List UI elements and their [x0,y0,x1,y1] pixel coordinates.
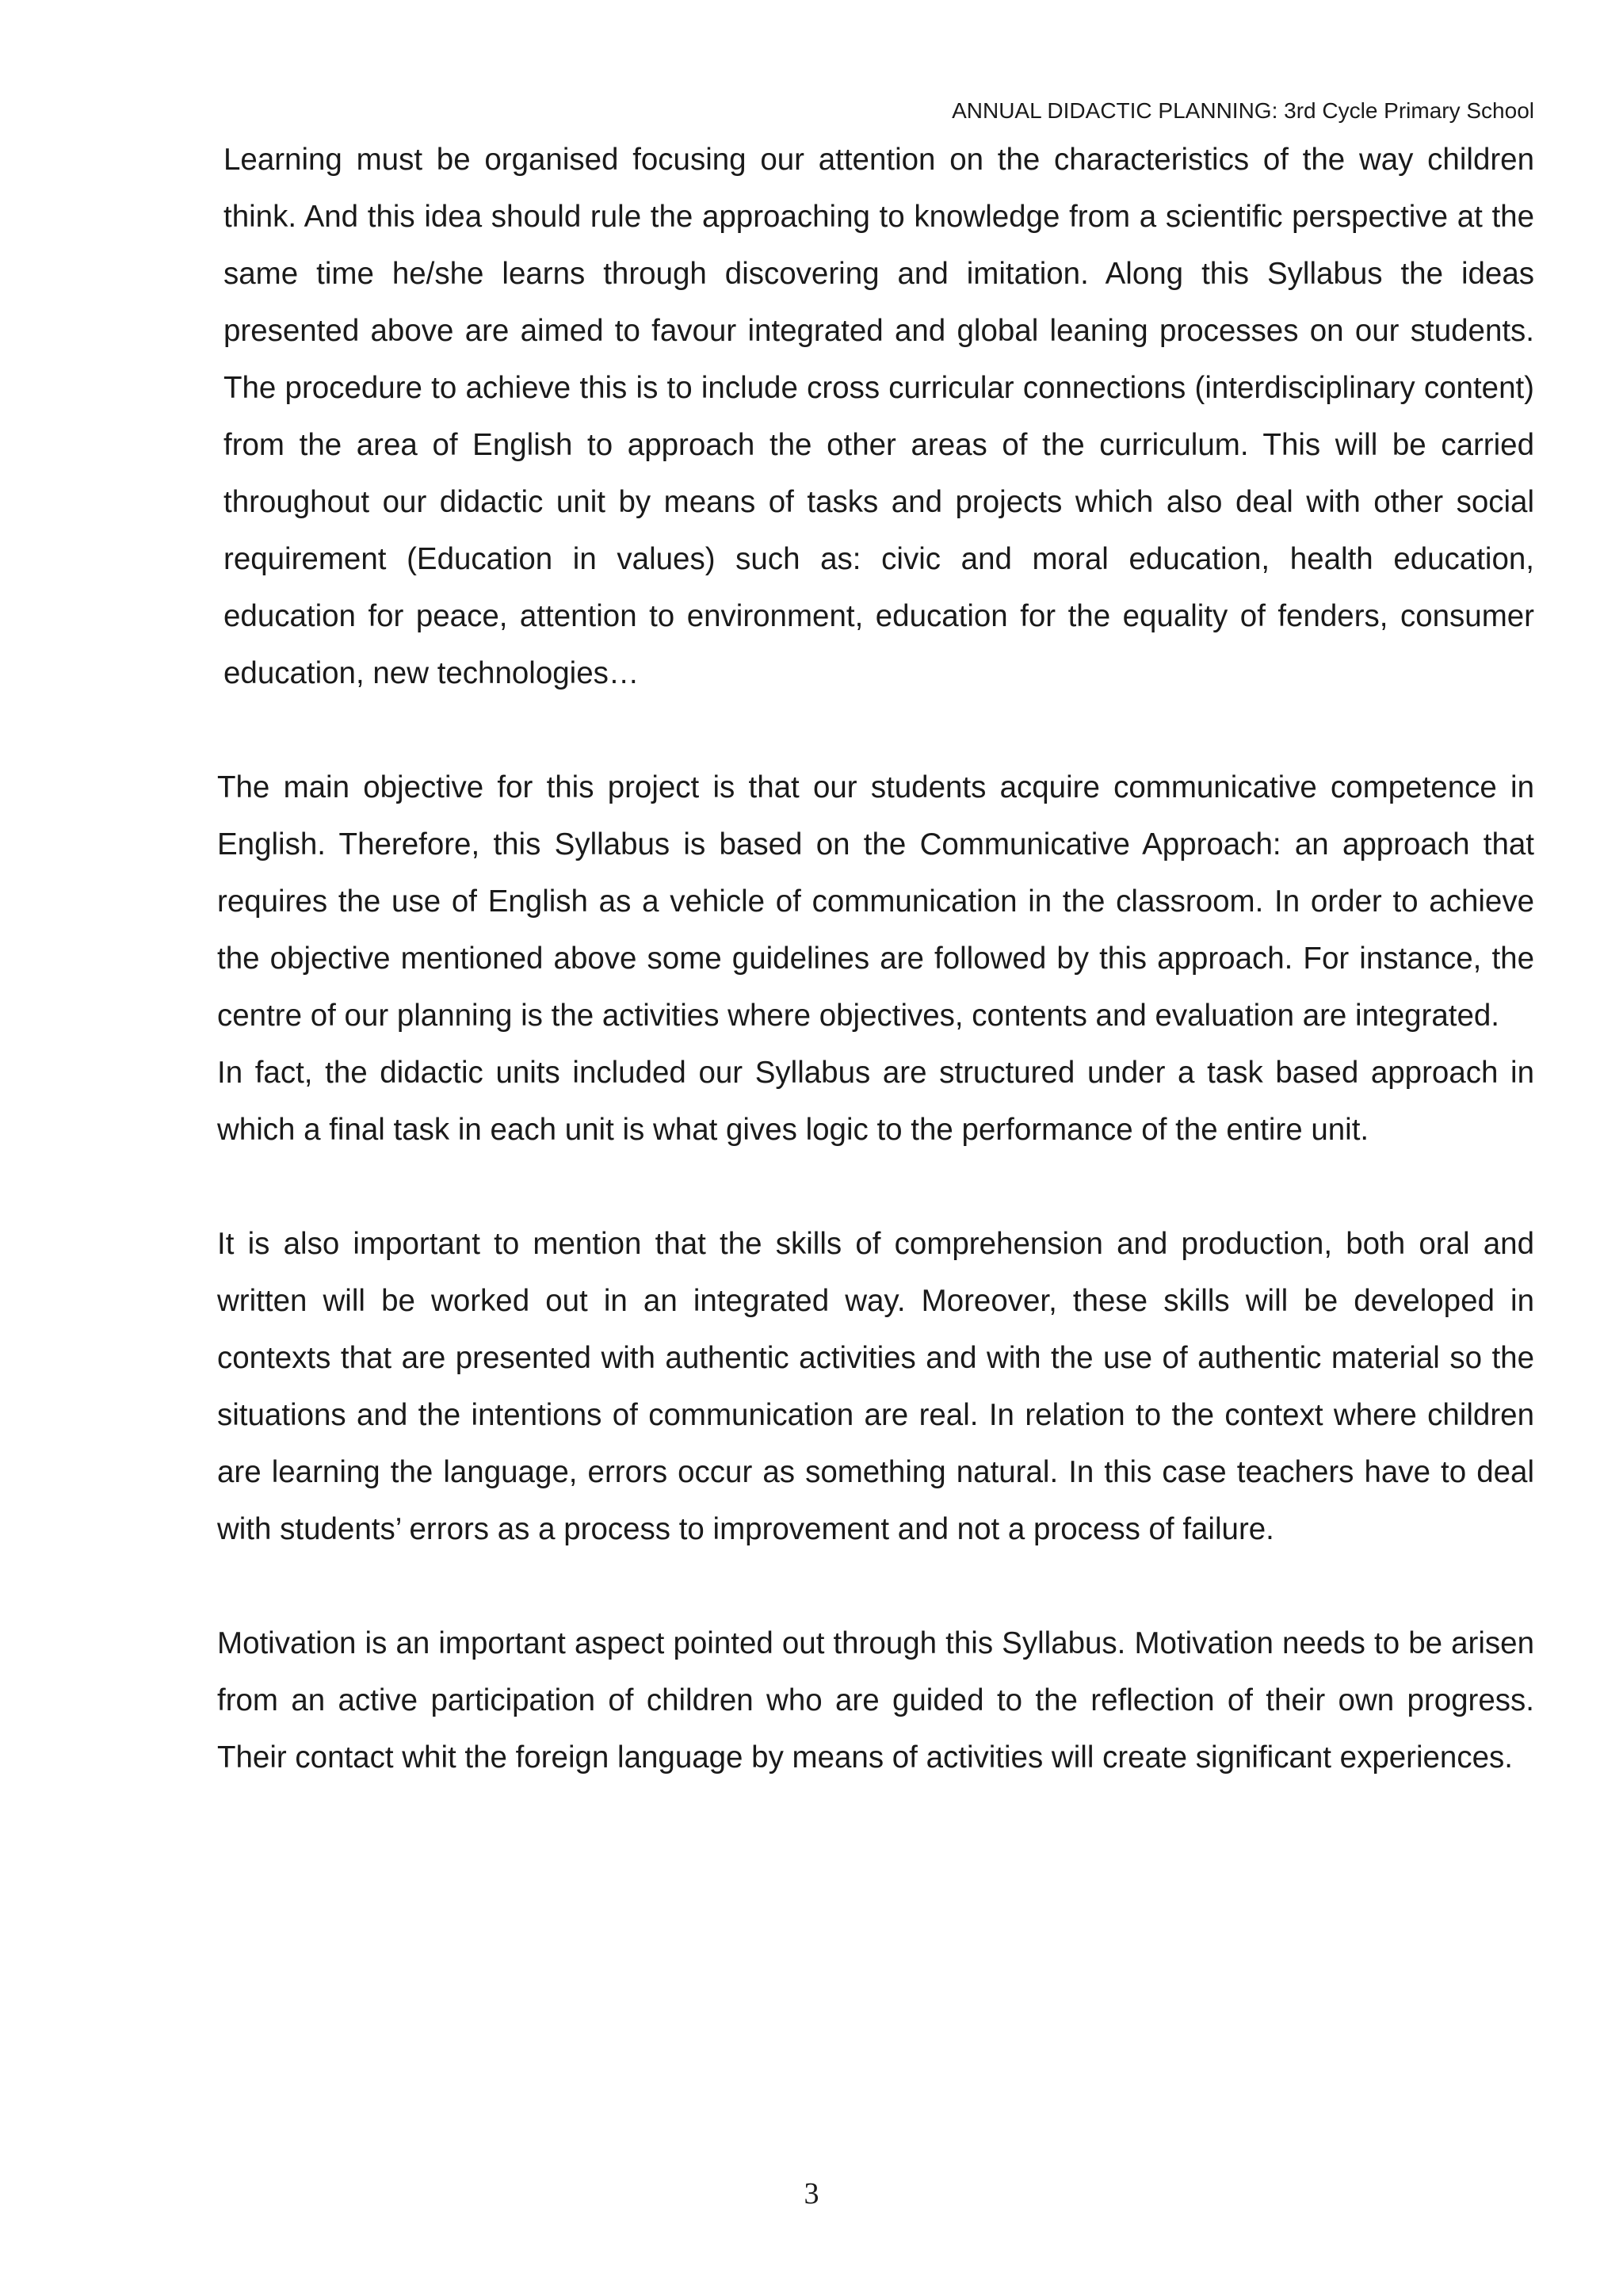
paragraph-skills: It is also important to mention that the skills of comprehension and production, both oral and written will be worked out in an integrated way. Moreover, these skills will be developed in contexts that are presented with authentic activities and with the use of authentic material so the situations and the intentions of communication are real. In relation to the context where children are learning the language, errors occur as something natural. In this case teachers have to deal with students’ errors as a process to improvement and not a process of failure. [217,1227,1534,1546]
body-text [217,132,1534,1786]
paragraph-main-objective: The main objective for this project is that our students acquire communicative competence in English. Therefore, this Syllabus is based on the Communicative Approach: an approach that requires the use of English as a vehicle of communication in the classroom. In order to achieve the objective mentioned above some guidelines are followed by this approach. For instance, the centre of our planning is the activities where objectives, contents and evaluation are integrated. [217,770,1534,1033]
paragraph-learning: Learning must be organised focusing our attention on the characteristics of the way children think. And this idea should rule the approaching to knowledge from a scientific perspective at the same time he/she learns through discovering and imitation. Along this Syllabus the ideas presented above are aimed to favour integrated and global leaning processes on our students. The procedure to achieve this is to include cross curricular connections (interdisciplinary content) from the area of English to approach the other areas of the curriculum. This will be carried throughout our didactic unit by means of tasks and projects which also deal with other social requirement (Education in values) such as: civic and moral education, health education, education for peace, attention to environment, education for the equality of fenders, consumer education, new technologies… [223,143,1534,690]
paragraph-gap [217,1159,1534,1216]
page-number: 3 [804,2177,819,2210]
paragraph-gap [217,1558,1534,1615]
paragraph-motivation: Motivation is an important aspect pointed out through this Syllabus. Motivation needs to be arisen from an active participation of children who are guided to the reflection of their own progress. Their contact whit the foreign language by means of activities will create significant experiences. [217,1626,1534,1775]
paragraph-gap [217,702,1534,759]
paragraph-task-based: In fact, the didactic units included our Syllabus are structured under a task based approach in which a final task in each unit is what gives logic to the performance of the entire unit. [217,1056,1534,1147]
running-header: ANNUAL DIDACTIC PLANNING: 3rd Cycle Primary School [952,98,1534,123]
